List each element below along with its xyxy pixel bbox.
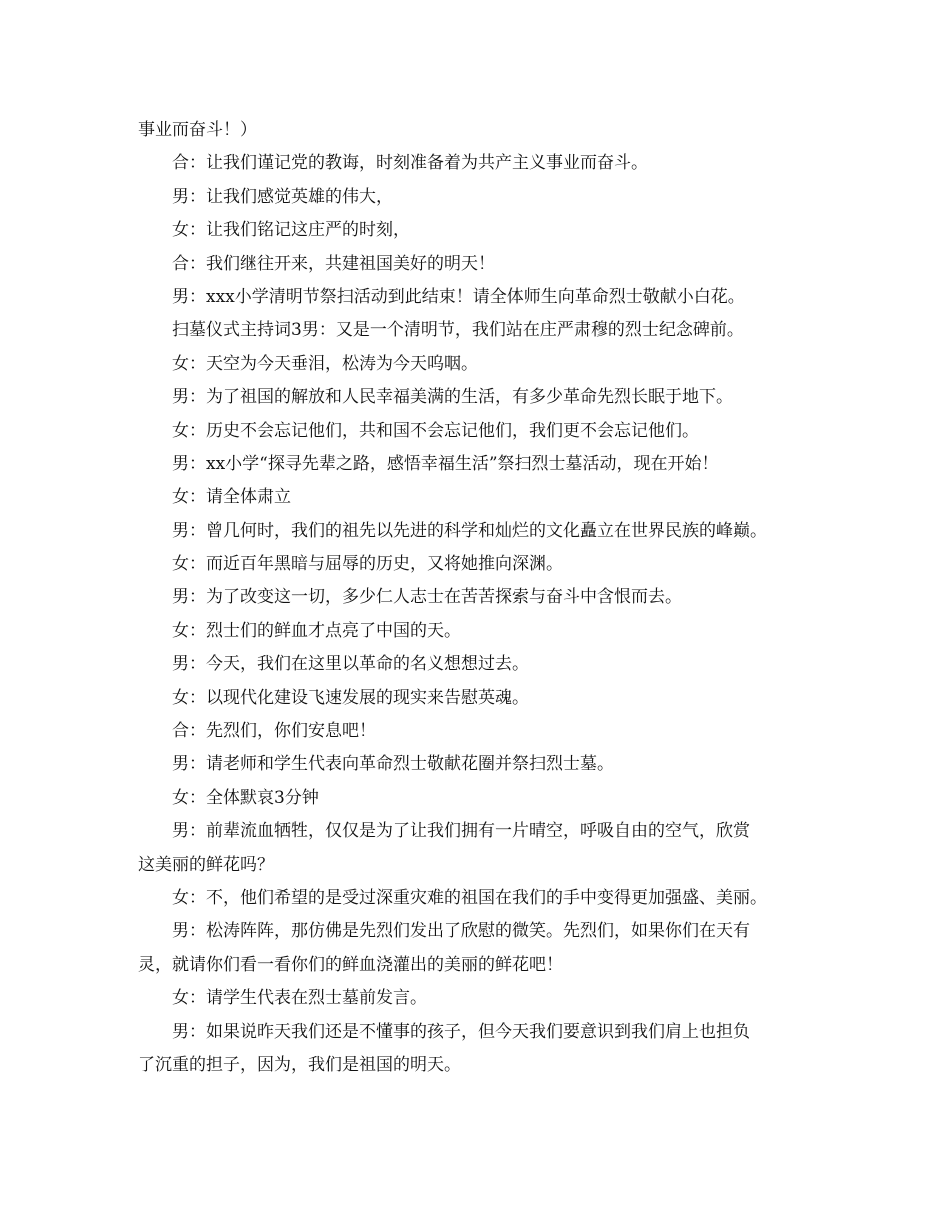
paragraph-line: 女：请学生代表在烈士墓前发言。 bbox=[172, 988, 427, 1009]
paragraph-line: 男：如果说昨天我们还是不懂事的孩子，但今天我们要意识到我们肩上也担负 bbox=[172, 1021, 750, 1042]
paragraph-line: 女：天空为今天垂泪，松涛为今天呜咽。 bbox=[172, 353, 478, 374]
paragraph-line: 灵，就请你们看一看你们的鲜血浇灌出的美丽的鲜花吧！ bbox=[138, 954, 563, 975]
paragraph-line: 女：而近百年黑暗与屈辱的历史，又将她推向深渊。 bbox=[172, 554, 563, 575]
paragraph-line: 这美丽的鲜花吗？ bbox=[138, 854, 274, 875]
paragraph-line: 女：让我们铭记这庄严的时刻， bbox=[172, 220, 410, 241]
paragraph-line: 女：请全体肃立 bbox=[172, 487, 291, 508]
paragraph-line: 男：xxx小学清明节祭扫活动到此结束！请全体师生向革命烈士敬献小白花。 bbox=[172, 286, 745, 307]
paragraph-line: 男：今天，我们在这里以革命的名义想想过去。 bbox=[172, 654, 529, 675]
paragraph-line: 男：让我们感觉英雄的伟大， bbox=[172, 186, 393, 207]
paragraph-line: 女：历史不会忘记他们，共和国不会忘记他们，我们更不会忘记他们。 bbox=[172, 420, 699, 441]
speech-script-text bbox=[138, 116, 818, 1084]
paragraph-line: 扫墓仪式主持词3男：又是一个清明节，我们站在庄严肃穆的烈士纪念碑前。 bbox=[172, 320, 744, 341]
paragraph-line: 了沉重的担子，因为，我们是祖国的明天。 bbox=[138, 1054, 461, 1075]
paragraph-line: 女：以现代化建设飞速发展的现实来告慰英魂。 bbox=[172, 687, 529, 708]
paragraph-line: 女：不，他们希望的是受过深重灾难的祖国在我们的手中变得更加强盛、美丽。 bbox=[172, 887, 767, 908]
paragraph-line: 合：先烈们，你们安息吧！ bbox=[172, 721, 376, 742]
paragraph-line: 女：烈士们的鲜血才点亮了中国的天。 bbox=[172, 620, 461, 641]
paragraph-line: 男：曾几何时，我们的祖先以先进的科学和灿烂的文化矗立在世界民族的峰巅。 bbox=[172, 520, 767, 541]
paragraph-line: 事业而奋斗！） bbox=[138, 120, 257, 140]
paragraph-line: 男：请老师和学生代表向革命烈士敬献花圈并祭扫烈士墓。 bbox=[172, 754, 614, 775]
paragraph-line: 男：为了祖国的解放和人民幸福美满的生活，有多少革命先烈长眠于地下。 bbox=[172, 387, 733, 408]
paragraph-line: 男：xx小学“探寻先辈之路，感悟幸福生活”祭扫烈士墓活动，现在开始！ bbox=[172, 453, 719, 474]
paragraph-line: 男：松涛阵阵，那仿佛是先烈们发出了欣慰的微笑。先烈们，如果你们在天有 bbox=[172, 921, 750, 942]
paragraph-line: 合：让我们谨记党的教诲，时刻准备着为共产主义事业而奋斗。 bbox=[172, 153, 648, 174]
paragraph-line: 合：我们继往开来，共建祖国美好的明天！ bbox=[172, 253, 495, 274]
paragraph-line: 男：前辈流血牺牲，仅仅是为了让我们拥有一片晴空，呼吸自由的空气，欣赏 bbox=[172, 821, 750, 842]
paragraph-line: 女：全体默哀3分钟 bbox=[172, 787, 319, 808]
paragraph-line: 男：为了改变这一切，多少仁人志士在苦苦探索与奋斗中含恨而去。 bbox=[172, 587, 682, 608]
